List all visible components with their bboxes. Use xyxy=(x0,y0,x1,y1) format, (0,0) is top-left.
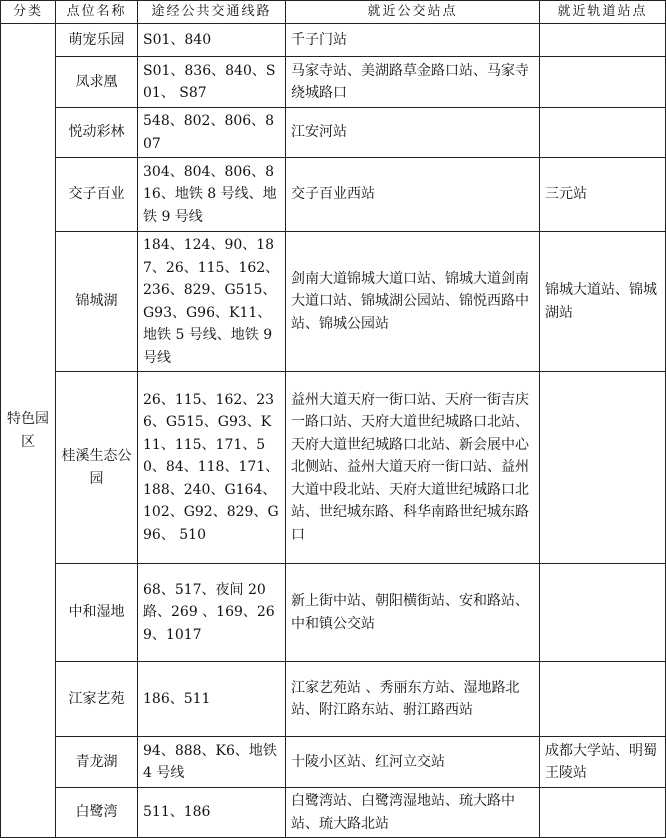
bus-routes-cell: 68、517、夜间 20 路、269 、169、269、1017 xyxy=(138,564,286,662)
bus-routes-cell: S01、836、840、S01、 S87 xyxy=(138,57,286,108)
bus-stops-cell: 交子百业西站 xyxy=(286,158,540,232)
bus-stops-cell: 新上街中站、朝阳横街站、安和路站、中和镇公交站 xyxy=(286,564,540,662)
rail-cell: 锦城大道站、锦城湖站 xyxy=(540,232,666,372)
rail-cell: 成都大学站、明蜀王陵站 xyxy=(540,737,666,788)
name-cell: 桂溪生态公园 xyxy=(56,372,138,564)
name-cell: 萌宠乐园 xyxy=(56,24,138,57)
bus-routes-cell: 94、888、K6、地铁 4 号线 xyxy=(138,737,286,788)
bus-stops-cell: 千子门站 xyxy=(286,24,540,57)
rail-cell xyxy=(540,788,666,838)
bus-routes-cell: 186、511 xyxy=(138,662,286,737)
bus-stops-cell: 白鹭湾站、白鹭湾湿地站、琉大路中站、琉大路北站 xyxy=(286,788,540,838)
bus-routes-cell: 304、804、806、816、地铁 8 号线、地铁 9 号线 xyxy=(138,158,286,232)
rail-cell xyxy=(540,564,666,662)
name-cell: 交子百业 xyxy=(56,158,138,232)
header-rail: 就近轨道站点 xyxy=(540,1,666,24)
rail-cell xyxy=(540,662,666,737)
name-cell: 中和湿地 xyxy=(56,564,138,662)
header-row xyxy=(1,1,666,24)
bus-routes-cell: S01、840 xyxy=(138,24,286,57)
header-category: 分类 xyxy=(1,1,56,24)
header-bus-stops: 就近公交站点 xyxy=(286,1,540,24)
bus-stops-cell: 益州大道天府一街口站、天府一街吉庆一路口站、天府大道世纪城路口北站、天府大道世纪城路口北站、新会展中心北侧站、益州大道天府一街口站、益州大道中段北站、天府大道世纪城路口北站、世纪城东路、科华南路世纪城东路口 xyxy=(286,372,540,564)
name-cell: 江家艺苑 xyxy=(56,662,138,737)
rail-cell xyxy=(540,372,666,564)
bus-stops-cell: 剑南大道锦城大道口站、锦城大道剑南大道口站、锦城湖公园站、锦悦西路中站、锦城公园站 xyxy=(286,232,540,372)
table-row xyxy=(1,788,666,838)
table-row xyxy=(1,662,666,737)
bus-stops-cell: 马家寺站、美湖路草金路口站、马家寺绕城路口 xyxy=(286,57,540,108)
rail-cell: 三元站 xyxy=(540,158,666,232)
rail-cell xyxy=(540,24,666,57)
name-cell: 白鹭湾 xyxy=(56,788,138,838)
name-cell: 凤求凰 xyxy=(56,57,138,108)
table-row xyxy=(1,372,666,564)
bus-stops-cell: 江安河站 xyxy=(286,108,540,158)
header-bus-routes: 途经公共交通线路 xyxy=(138,1,286,24)
category-cell: 特色园区 xyxy=(1,24,56,838)
table-row xyxy=(1,24,666,57)
rail-cell xyxy=(540,108,666,158)
table-row xyxy=(1,108,666,158)
table-row xyxy=(1,564,666,662)
rail-cell xyxy=(540,57,666,108)
table-row xyxy=(1,737,666,788)
table-row xyxy=(1,158,666,232)
bus-stops-cell: 十陵小区站、红河立交站 xyxy=(286,737,540,788)
bus-routes-cell: 184、124、90、187、26、115、162、236、829、G515、G93、G96、K11、地铁 5 号线、地铁 9 号线 xyxy=(138,232,286,372)
bus-routes-cell: 548、802、806、807 xyxy=(138,108,286,158)
name-cell: 悦动彩林 xyxy=(56,108,138,158)
bus-routes-cell: 511、186 xyxy=(138,788,286,838)
name-cell: 青龙湖 xyxy=(56,737,138,788)
table-row xyxy=(1,232,666,372)
name-cell: 锦城湖 xyxy=(56,232,138,372)
table-row xyxy=(1,57,666,108)
header-name: 点位名称 xyxy=(56,1,138,24)
bus-routes-cell: 26、115、162、236、G515、G93、K11、115、171、50、84、118、171、188、240、G164、102、G92、829、G96、 510 xyxy=(138,372,286,564)
bus-stops-cell: 江家艺苑站 、秀丽东方站、湿地路北站、附江路东站、驸江路西站 xyxy=(286,662,540,737)
